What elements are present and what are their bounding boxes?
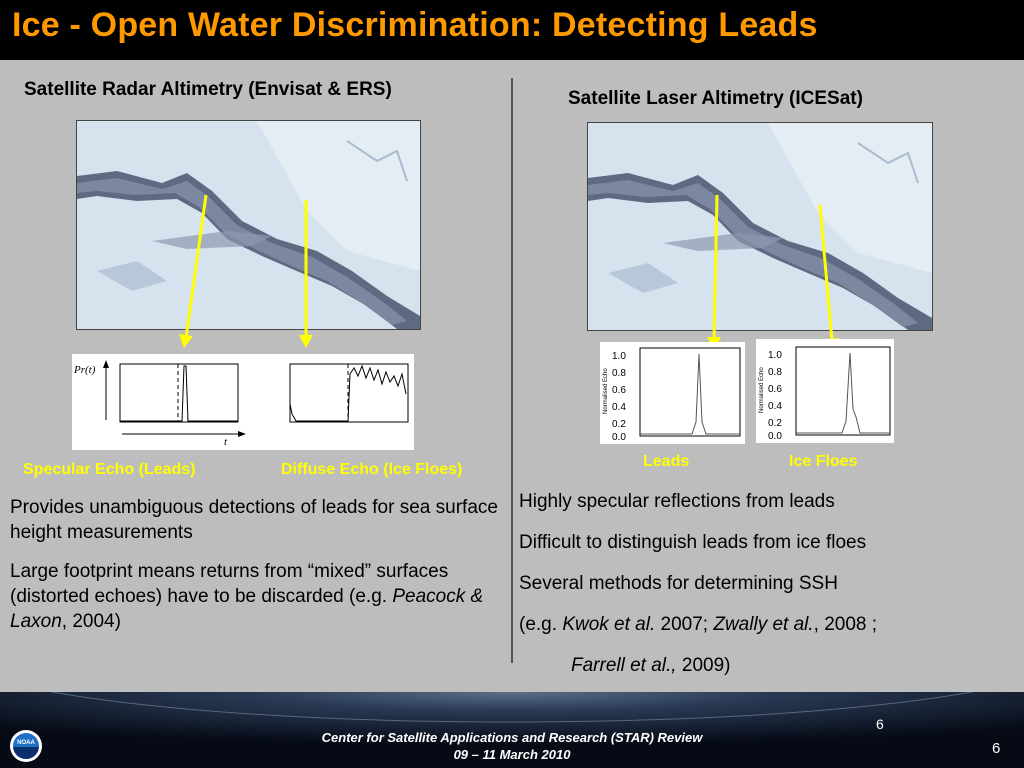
radar-echo-diagram xyxy=(72,354,414,450)
tick-1-0-b: 1.0 xyxy=(768,350,782,361)
ice-floes-echo-plot xyxy=(756,339,894,443)
tick-0-2: 0.2 xyxy=(612,419,626,430)
footer-line-2: 09 – 11 March 2010 xyxy=(453,747,571,762)
left-para-2-year: , 2004) xyxy=(61,611,121,632)
page-number: 6 xyxy=(992,740,1001,757)
right-line-2: Difficult to distinguish leads from ice floes xyxy=(519,532,867,553)
tick-0-4: 0.4 xyxy=(612,402,626,413)
diffuse-echo-label: Diffuse Echo (Ice Floes) xyxy=(281,461,463,478)
column-divider xyxy=(511,78,513,663)
page-number-small: 6 xyxy=(876,716,884,732)
leads-label: Leads xyxy=(643,453,690,470)
right-line-4-prefix: (e.g. xyxy=(519,614,563,635)
right-line-3: Several methods for determining SSH xyxy=(519,573,838,594)
right-line-4-suffix: , 2008 ; xyxy=(813,614,878,635)
left-heading: Satellite Radar Altimetry (Envisat & ERS) xyxy=(24,79,392,100)
tick-0-6-b: 0.6 xyxy=(768,384,782,395)
right-line-4-mid: 2007; xyxy=(655,614,714,635)
tick-0-0: 0.0 xyxy=(612,432,626,443)
leads-plot-ylabel: Normalised Echo xyxy=(603,368,609,414)
left-body-text xyxy=(10,495,505,634)
tick-0-8: 0.8 xyxy=(612,368,626,379)
tick-0-0-b: 0.0 xyxy=(768,431,782,442)
tick-0-6: 0.6 xyxy=(612,385,626,396)
right-line-5 xyxy=(519,645,1019,686)
right-line-1: Highly specular reflections from leads xyxy=(519,491,835,512)
left-para-2-text: Large footprint means returns from “mixed” surfaces (distorted echoes) have to be discarded (e.g. xyxy=(10,561,449,607)
right-heading: Satellite Laser Altimetry (ICESat) xyxy=(568,88,863,109)
right-line-5-year: 2009) xyxy=(676,655,731,676)
right-line-4-cite-1: Kwok et al. xyxy=(562,614,656,635)
specular-echo-label: Specular Echo (Leads) xyxy=(23,461,196,478)
right-line-5-cite: Farrell et al., xyxy=(571,655,677,676)
laser-satellite-image xyxy=(587,122,933,331)
radar-satellite-image xyxy=(76,120,421,330)
noaa-logo-text: NOAA xyxy=(17,740,35,746)
right-line-4-cite-2: Zwally et al. xyxy=(713,614,814,635)
echo-axis-y-label: Pr(t) xyxy=(74,364,96,376)
tick-0-4-b: 0.4 xyxy=(768,401,782,412)
footer-line-1: Center for Satellite Applications and Research (STAR) Review xyxy=(321,730,703,745)
tick-0-8-b: 0.8 xyxy=(768,367,782,378)
left-para-2-citation: Peacock & Laxon xyxy=(10,586,484,632)
leads-echo-plot xyxy=(600,342,745,444)
arrow-to-ice-floes xyxy=(810,200,846,355)
tick-1-0: 1.0 xyxy=(612,351,626,362)
left-para-1: Provides unambiguous detections of leads for sea surface height measurements xyxy=(10,497,498,543)
echo-axis-x-label: t xyxy=(224,436,228,448)
arrow-to-diffuse xyxy=(290,195,320,350)
arrow-to-specular xyxy=(170,190,230,350)
tick-0-2-b: 0.2 xyxy=(768,418,782,429)
floes-plot-ylabel: Normalised Echo xyxy=(759,367,765,413)
ice-floes-label: Ice Floes xyxy=(789,453,858,470)
title-bar xyxy=(0,0,1024,60)
left-para-2 xyxy=(10,559,505,634)
footer xyxy=(0,692,1024,768)
right-body-text xyxy=(519,481,1019,686)
right-line-4 xyxy=(519,604,1019,645)
arrow-to-leads xyxy=(700,190,730,355)
slide-title: Ice - Open Water Discrimination: Detecting Leads xyxy=(12,6,818,44)
